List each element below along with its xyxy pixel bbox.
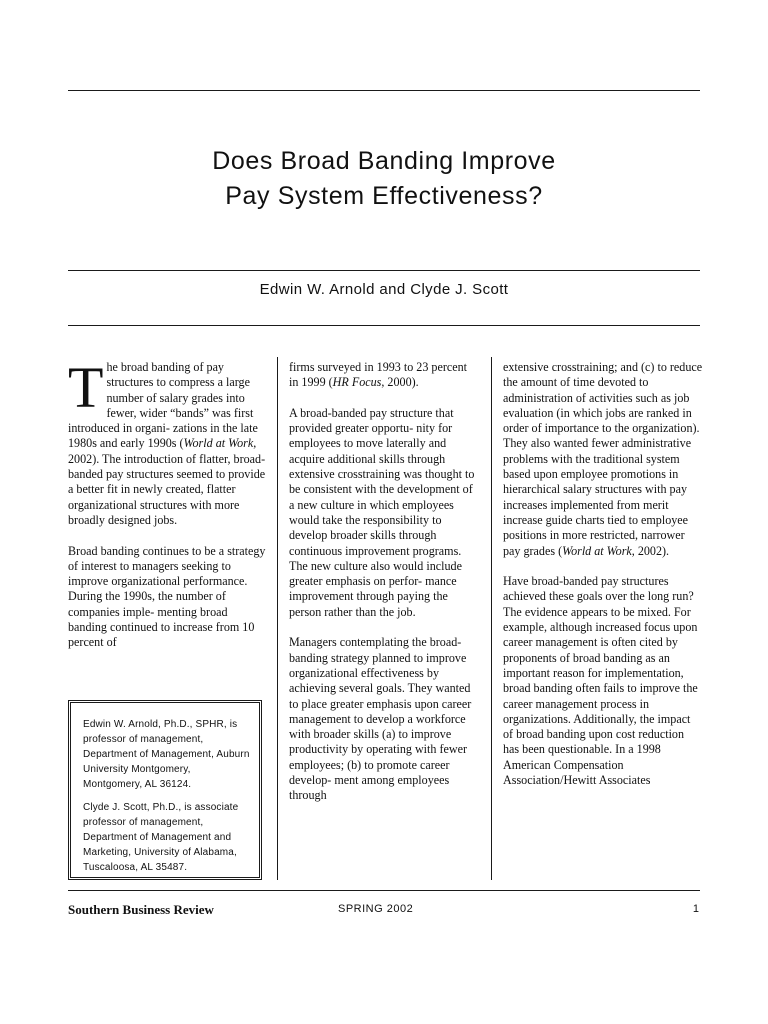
body-column-1 xyxy=(68,355,266,666)
col1-p1-citation: World at Work xyxy=(183,436,254,451)
footer-journal-name: Southern Business Review xyxy=(68,902,214,917)
author-bio-arnold: Edwin W. Arnold, Ph.D., SPHR, is professor of management, Department of Management, Auburn University Montgomery, Montgomery, AL 36124. xyxy=(83,719,250,790)
col3-p1-text: extensive crosstraining; and (c) to reduce the amount of time devoted to administration of activities such as job evaluation (in which jobs are ranked in order of importance to the organization). They also wanted fewer administrative problems with the traditional system based upon employee promotions in hierarchical salary structures with pay increases implemented from merit increase guide charts tied to employee positions in more restricted, narrower pay grades ( xyxy=(503,360,703,558)
authors-bottom-rule xyxy=(68,325,700,326)
col1-p1-text: he broad banding of pay structures to compress a large number of salary grades into fewer, wider “bands” was first introduced in organi- zations in the late 1980s and early 1990s ( xyxy=(68,360,258,451)
col2-p1-text: firms surveyed in 1993 to 23 percent in 1999 ( xyxy=(289,360,468,390)
article-authors: Edwin W. Arnold and Clyde J. Scott xyxy=(259,281,509,298)
body-column-3 xyxy=(503,360,703,804)
col2-p1-end: , 2000). xyxy=(381,375,419,390)
title-line-2: Pay System Effectiveness? xyxy=(225,182,543,210)
col2-paragraph-3: Managers contemplating the broad-banding strategy planned to improve organizational effectiveness by achieving several goals. They wanted to place greater emphasis upon career management to develop a workforce with broader skills (a) to improve productivity by operating with fewer employees; (b) to promote career develop- ment among employees through xyxy=(289,635,472,803)
column-divider-1 xyxy=(277,357,278,880)
author-bio-scott: Clyde J. Scott, Ph.D., is associate professor of management, Department of Management and Marketing, University of Alabama, Tuscaloosa, AL 35487. xyxy=(83,802,239,873)
title-bottom-rule xyxy=(68,270,700,271)
body-column-2 xyxy=(289,360,479,819)
col1-paragraph-1 xyxy=(68,355,266,528)
col1-p1-end: , 2002). The introduction of flatter, broad-banded pay structures seemed to provide a better fit in newly created, flatter organizational structures with more broadly designed jobs. xyxy=(68,436,266,527)
col2-paragraph-1 xyxy=(289,360,479,391)
top-rule xyxy=(68,90,700,91)
title-line-1: Does Broad Banding Improve xyxy=(212,147,556,175)
drop-cap: T xyxy=(68,355,104,420)
col3-paragraph-2: Have broad-banded pay structures achieved these goals over the long run? The evidence appears to be mixed. For example, although increased focus upon career management is often cited by proponents of broad banding as an important reason for implementation, broad banding often fails to improve the career management process in organizations. Additionally, the impact of broad banding upon cost reduction has been questionable. In a 1998 American Compensation Association/Hewitt Associates xyxy=(503,574,698,788)
footer-rule xyxy=(68,890,700,891)
author-bio-box xyxy=(68,700,262,880)
col3-p1-end: , 2002). xyxy=(631,543,670,558)
col1-paragraph-2: Broad banding continues to be a strategy of interest to managers seeking to improve organizational performance. During the 1990s, the number of companies imple- menting broad banding continued to increase from 10 percent of xyxy=(68,543,266,650)
article-title xyxy=(68,144,700,214)
col2-p1-citation: HR Focus xyxy=(332,375,382,390)
col3-p1-citation: World at Work xyxy=(562,543,632,558)
column-divider-2 xyxy=(491,357,492,880)
footer-issue: SPRING 2002 xyxy=(338,903,414,915)
col3-paragraph-1 xyxy=(503,360,703,559)
col2-paragraph-2: A broad-banded pay structure that provided greater opportu- nity for employees to move laterally and acquire additional skills through extensive crosstraining was thought to be consistent with the development of a new culture in which employees would take the responsibility to develop broader skills through continuous improvement programs. The new culture also would include greater emphasis on perfor- mance improvement through paying the person rather than the job. xyxy=(289,405,475,619)
footer-page-number: 1 xyxy=(692,903,699,915)
